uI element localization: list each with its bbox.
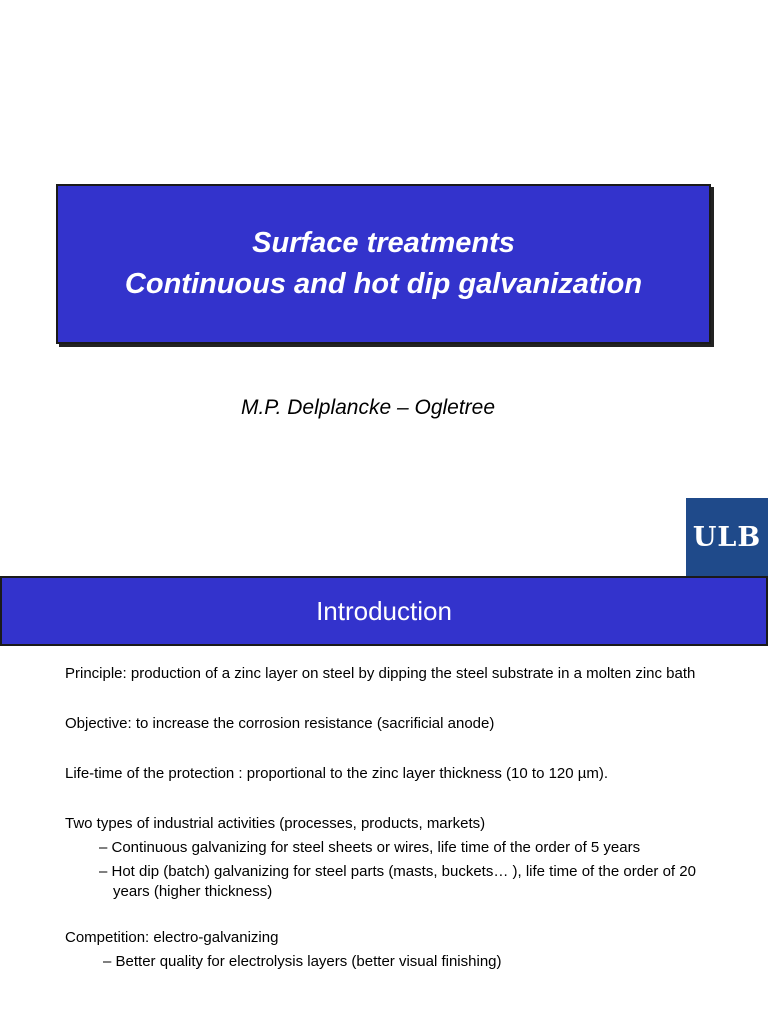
types-intro-text: Two types of industrial activities (processes, products, markets) <box>65 815 486 832</box>
competition-intro-text: Competition: electro-galvanizing <box>65 929 279 946</box>
introduction-heading: Introduction <box>0 576 768 646</box>
objective-text: Objective: to increase the corrosion resistance (sacrificial anode) <box>65 715 495 732</box>
lifetime-text: Life-time of the protection : proportional to the zinc layer thickness (10 to 120 µm). <box>65 765 609 782</box>
ulb-logo: ULB <box>686 498 768 576</box>
principle-text: Principle: production of a zinc layer on steel by dipping the steel substrate in a molten zinc bath <box>65 665 696 682</box>
author-name: M.P. Delplancke – Ogletree <box>240 396 496 419</box>
introduction-slide <box>0 576 768 1024</box>
type-hot-dip: – Hot dip (batch) galvanizing for steel parts (masts, buckets… ), life time of the order of 20 years (higher thickness) <box>99 863 696 900</box>
type-continuous: – Continuous galvanizing for steel sheets or wires, life time of the order of 5 years <box>99 839 641 856</box>
competition-item: – Better quality for electrolysis layers (better visual finishing) <box>103 953 502 970</box>
introduction-content <box>65 664 705 976</box>
title-line-2: Continuous and hot dip galvanization <box>124 268 643 300</box>
title-box <box>56 184 711 344</box>
title-line-1: Surface treatments <box>252 227 515 259</box>
